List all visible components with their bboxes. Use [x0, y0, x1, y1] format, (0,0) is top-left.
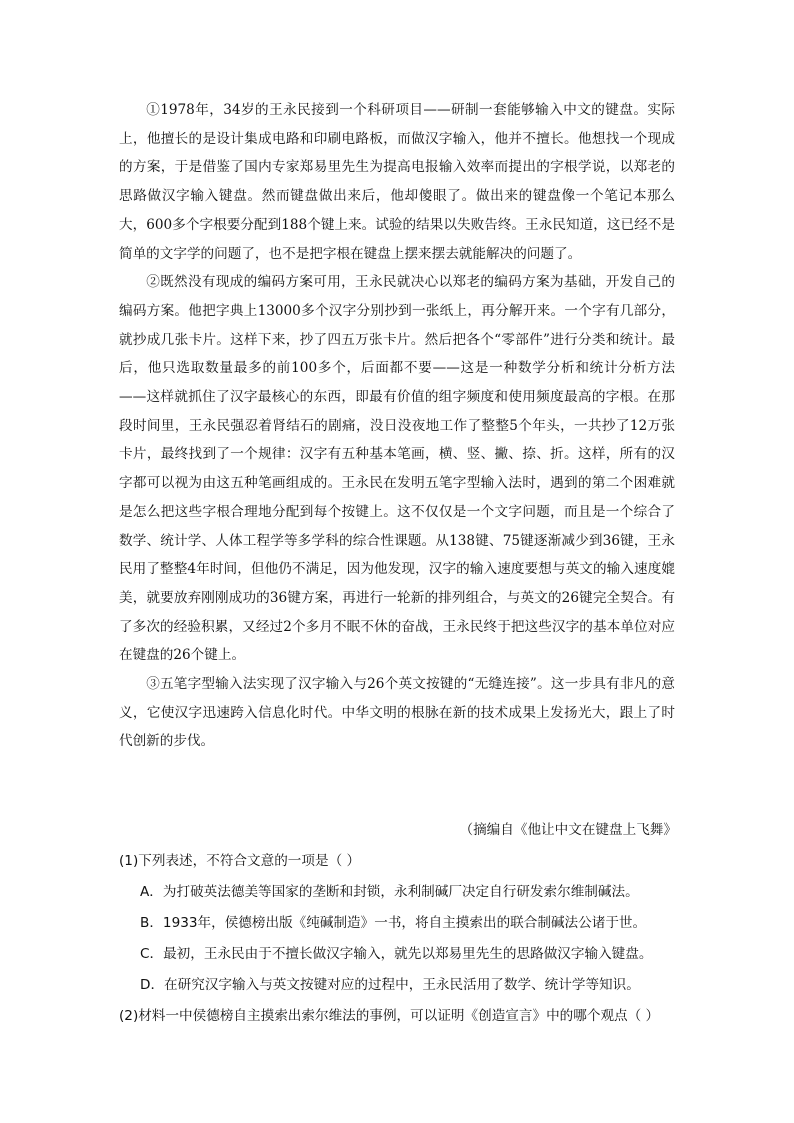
- question-1-option-c: C．最初，王永民由于不擅长做汉字输入，就先以郑易里先生的思路做汉字输入键盘。: [140, 946, 653, 962]
- passage-paragraph-1: ①1978年，34岁的王永民接到一个科研项目——研制一套能够输入中文的键盘。实际上，他擅长的是设计集成电路和印刷电路板，而做汉字输入，他并不擅长。他想找一个现成的方案，于是借鉴了国内专家郑易里先生为提高电报输入效率而提出的字根学说，以郑老的思路做汉字输入键盘。然而键盘做出来后，他却傻眼了。做出来的键盘像一个笔记本那么大，600多个字根要分配到188个键上来。试验的结果以失败告终。王永民知道，这已经不是简单的文字学的问题了，也不是把字根在键盘上摆来摆去就能解决的问题了。: [119, 102, 675, 262]
- passage-paragraph-3: ③五笔字型输入法实现了汉字输入与26个英文按键的“无缝连接”。这一步具有非凡的意义，它使汉字迅速跨入信息化时代。中华文明的根脉在新的技术成果上发扬光大，跟上了时代创新的步伐。: [119, 676, 675, 750]
- question-1-stem: (1)下列表述，不符合文意的一项是（ ）: [119, 853, 361, 869]
- passage-source: （摘编自《他让中文在键盘上飞舞》: [459, 822, 677, 838]
- question-1-option-a: A．为打破英法德美等国家的垄断和封锁，永利制碱厂决定自行研发索尔维制碱法。: [140, 884, 639, 900]
- reading-passage: [119, 96, 675, 756]
- question-1-option-b: B．1933年，侯德榜出版《纯碱制造》一书，将自主摸索出的联合制碱法公诸于世。: [140, 915, 647, 931]
- question-2-stem: (2)材料一中侯德榜自主摸索出索尔维法的事例，可以证明《创造宣言》中的哪个观点（ ）: [119, 1008, 660, 1024]
- question-1-option-d: D．在研究汉字输入与英文按键对应的过程中，王永民活用了数学、统计学等知识。: [140, 977, 640, 993]
- passage-paragraph-2: ②既然没有现成的编码方案可用，王永民就决心以郑老的编码方案为基础，开发自己的编码方案。他把字典上13000多个汉字分别抄到一张纸上，再分解开来。一个字有几部分，就抄成几张卡片。这样下来，抄了四五万张卡片。然后把各个“零部件”进行分类和统计。最后，他只选取数量最多的前100多个，后面都不要——这是一种数学分析和统计分析方法——这样就抓住了汉字最核心的东西，即最有价值的组字频度和使用频度最高的字根。在那段时间里，王永民强忍着肾结石的剧痛，没日没夜地工作了整整5个年头，一共抄了12万张卡片，最终找到了一个规律：汉字有五种基本笔画，横、竖、撇、捺、折。这样，所有的汉字都可以视为由这五种笔画组成的。王永民在发明五笔字型输入法时，遇到的第二个困难就是怎么把这些字根合理地分配到每个按键上。这不仅仅是一个文字问题，而且是一个综合了数学、统计学、人体工程学等多学科的综合性课题。从138键、75键逐渐减少到36键，王永民用了整整4年时间，但他仍不满足，因为他发现，汉字的输入速度要想与英文的输入速度媲美，就要放弃刚刚成功的36键方案，再进行一轮新的排列组合，与英文的26键完全契合。有了多次的经验积累，又经过2个多月不眠不休的奋战，王永民终于把这些汉字的基本单位对应在键盘的26个键上。: [119, 274, 675, 664]
